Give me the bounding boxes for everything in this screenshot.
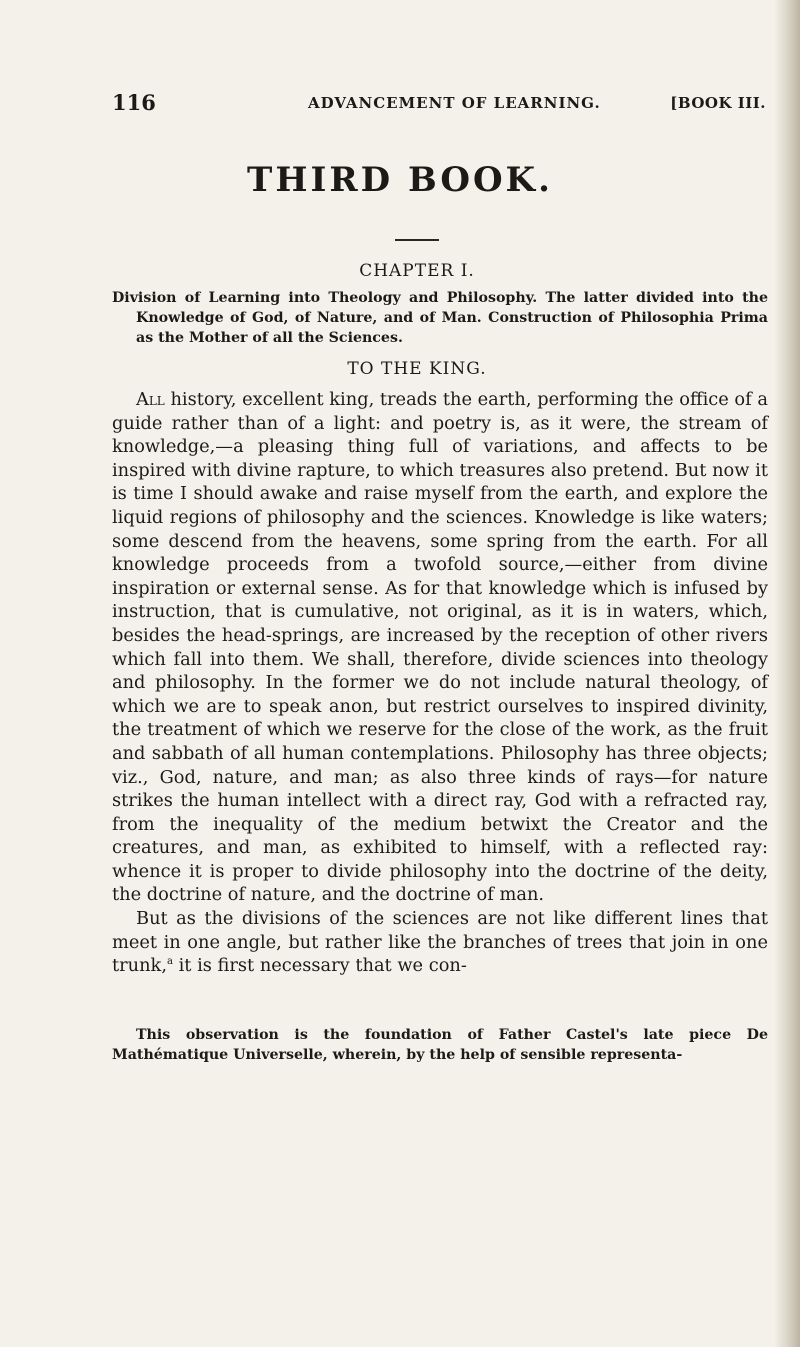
paragraph-text: history, excellent king, treads the earth, performing the office of a guide rather than of a light: and poetry is, as it were, the stream of knowledge,—a pleasing thing full of variations, and affects to be inspired with divine rapture, to which treasures also pretend. But now it is time I should awake and raise myself from the earth, and explore the liquid regions of philosophy and the sciences. Knowledge is like waters; some descend from the heavens, some spring from the earth. For all knowledge proceeds from a twofold source,—either from divine inspiration or external sense. As for that knowledge which is infused by instruction, that is cumulative, not original, as it is in waters, which, besides the head-springs, are increased by the reception of other rivers which fall into them. We shall, therefore, divide sciences into theology and philosophy. In the former we do not include natural theology, of which we are to speak anon, but restrict ourselves to inspired divinity, the treatment of which we reserve for the close of the work, as the fruit and sabbath of all human contemplations. Philosophy has three objects; viz., God, nature, and man; as also three kinds of rays—for nature strikes the human intellect with a direct ray, God with a refracted ray, from the inequality of the medium betwixt the Creator and the creatures, and man, as exhibited to himself, with a reflected ray: whence it is proper to divide philosophy into the doctrine of the deity, the doctrine of nature, and the doctrine of man. xyxy=(112,389,768,906)
page-number: 116 xyxy=(112,90,156,115)
drop-lead: All xyxy=(136,389,165,410)
chapter-summary: Division of Learning into Theology and Philosophy. The latter divided into the Knowledge of God, of Nature, and of Man. Construction of Philosophia Prima as the Mother of all the Sciences. xyxy=(112,290,768,346)
paragraph-text: it is first necessary that we con- xyxy=(172,955,467,977)
page-edge-shadow xyxy=(774,0,800,1347)
page-header xyxy=(112,90,768,120)
running-head: ADVANCEMENT OF LEARNING. xyxy=(308,94,601,112)
body-text xyxy=(112,388,768,978)
paragraph xyxy=(112,907,768,978)
paragraph xyxy=(112,388,768,907)
footnote: This observation is the foundation of Father Castel's late piece De Mathématique Universelle, wherein, by the help of sensible representa- xyxy=(112,1027,768,1063)
title-rule xyxy=(395,239,439,241)
paragraph-text: But as the divisions of the sciences are not like different lines that meet in one angle, but rather like the branches of trees that join in one trunk, xyxy=(112,908,768,977)
footnote-marker: a xyxy=(166,956,173,968)
book-reference: [BOOK III. xyxy=(670,94,766,112)
dedication: TO THE KING. xyxy=(347,359,487,379)
chapter-heading: CHAPTER I. xyxy=(359,261,475,281)
book-title: THIRD BOOK. xyxy=(247,160,553,200)
